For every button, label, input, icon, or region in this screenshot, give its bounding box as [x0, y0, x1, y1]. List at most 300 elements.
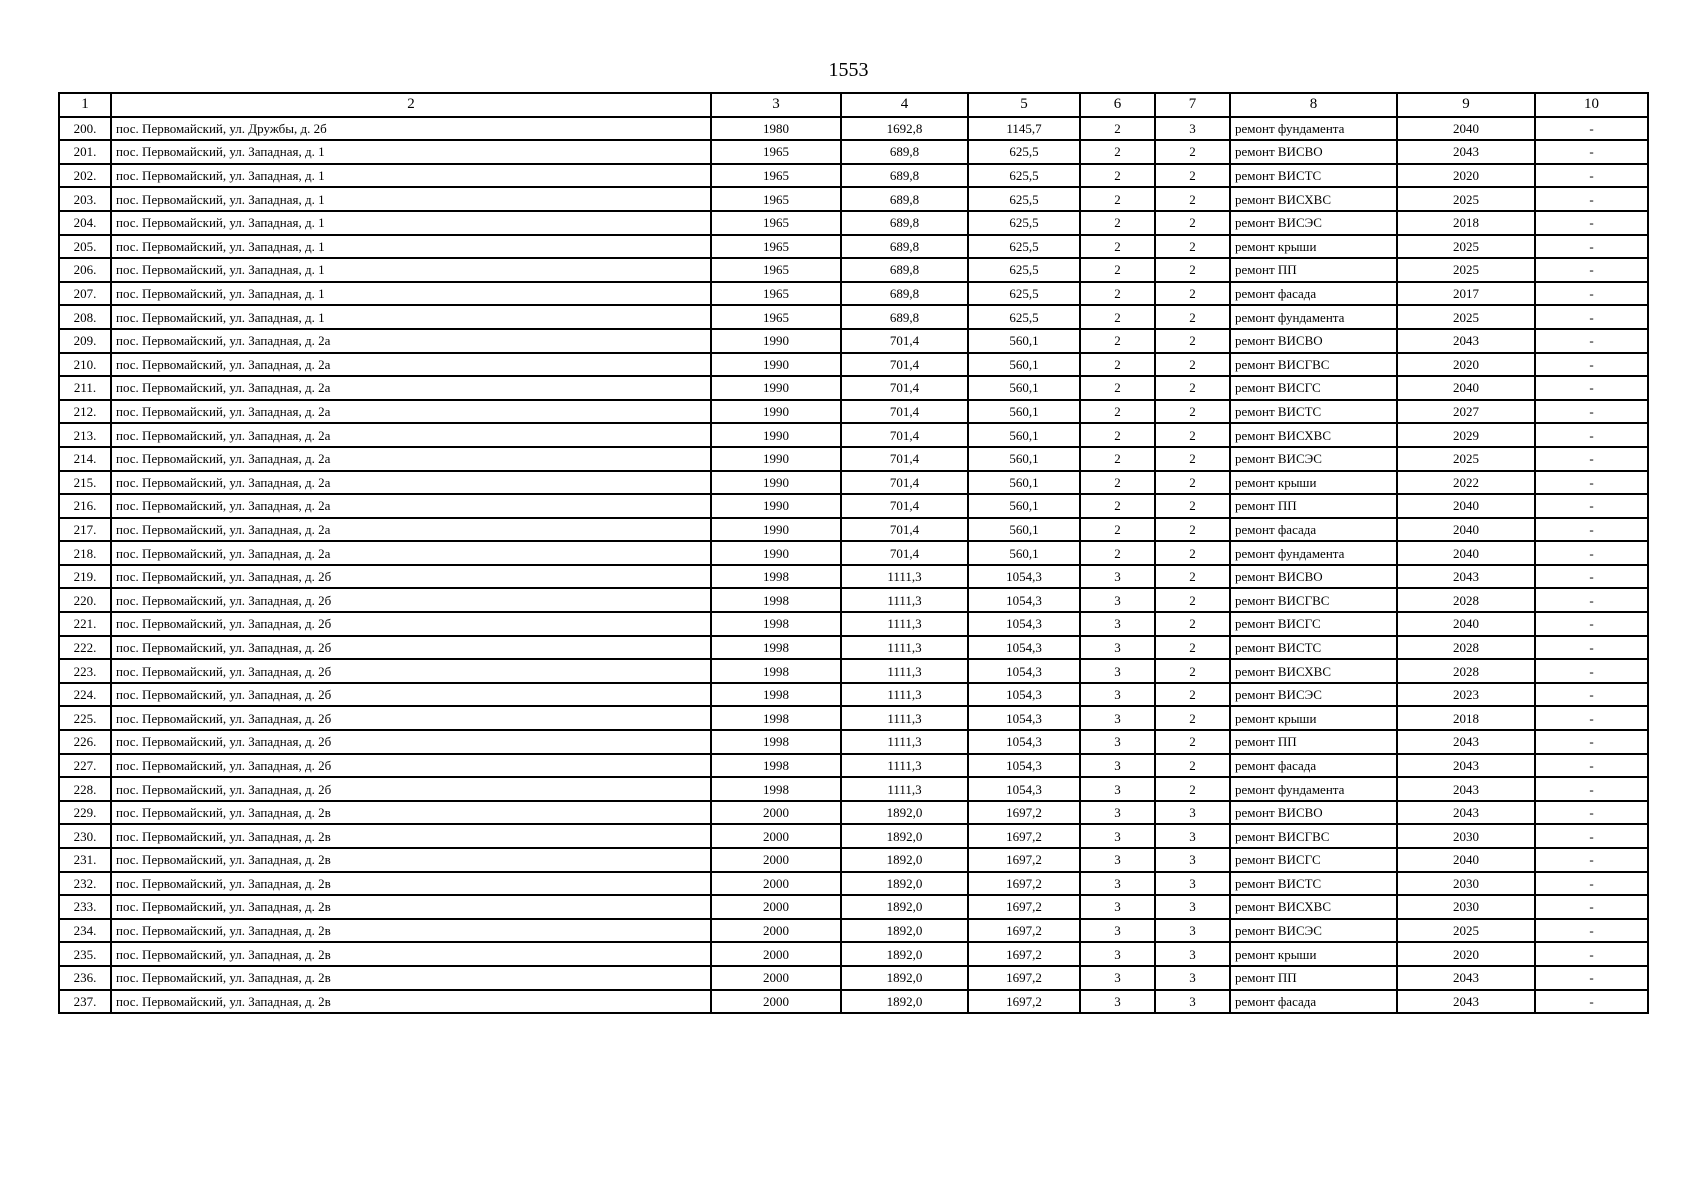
cell-work-type: ремонт крыши	[1230, 706, 1397, 730]
cell-living-area: 625,5	[968, 305, 1080, 329]
cell-note: -	[1535, 258, 1648, 282]
cell-work-type: ремонт фундамента	[1230, 777, 1397, 801]
cell-total-area: 701,4	[841, 518, 968, 542]
cell-total-area: 701,4	[841, 541, 968, 565]
cell-living-area: 1697,2	[968, 824, 1080, 848]
cell-row-number: 216.	[59, 494, 111, 518]
cell-address: пос. Первомайский, ул. Западная, д. 2а	[111, 353, 711, 377]
table-row	[59, 305, 1648, 329]
cell-planned-year: 2025	[1397, 305, 1535, 329]
cell-build-year: 2000	[711, 848, 841, 872]
cell-floors: 3	[1080, 824, 1155, 848]
cell-floors: 2	[1080, 376, 1155, 400]
table-row	[59, 565, 1648, 589]
cell-entrances: 2	[1155, 187, 1230, 211]
cell-floors: 3	[1080, 942, 1155, 966]
cell-floors: 3	[1080, 730, 1155, 754]
cell-floors: 2	[1080, 353, 1155, 377]
table-row	[59, 400, 1648, 424]
cell-floors: 2	[1080, 329, 1155, 353]
cell-total-area: 701,4	[841, 447, 968, 471]
cell-entrances: 2	[1155, 706, 1230, 730]
cell-note: -	[1535, 376, 1648, 400]
cell-work-type: ремонт ВИСТС	[1230, 636, 1397, 660]
cell-note: -	[1535, 235, 1648, 259]
cell-entrances: 3	[1155, 895, 1230, 919]
cell-build-year: 1998	[711, 565, 841, 589]
page-number: 1553	[828, 59, 869, 81]
cell-row-number: 206.	[59, 258, 111, 282]
cell-planned-year: 2023	[1397, 683, 1535, 707]
cell-work-type: ремонт крыши	[1230, 471, 1397, 495]
cell-living-area: 1054,3	[968, 659, 1080, 683]
table-row	[59, 329, 1648, 353]
cell-address: пос. Первомайский, ул. Западная, д. 2а	[111, 423, 711, 447]
cell-build-year: 1990	[711, 353, 841, 377]
cell-planned-year: 2043	[1397, 801, 1535, 825]
cell-note: -	[1535, 400, 1648, 424]
cell-row-number: 223.	[59, 659, 111, 683]
cell-living-area: 560,1	[968, 518, 1080, 542]
cell-planned-year: 2030	[1397, 824, 1535, 848]
cell-planned-year: 2040	[1397, 848, 1535, 872]
cell-build-year: 1998	[711, 754, 841, 778]
cell-work-type: ремонт ВИСХВС	[1230, 659, 1397, 683]
cell-build-year: 1998	[711, 612, 841, 636]
cell-row-number: 235.	[59, 942, 111, 966]
cell-floors: 2	[1080, 282, 1155, 306]
cell-entrances: 2	[1155, 518, 1230, 542]
cell-total-area: 1892,0	[841, 942, 968, 966]
cell-address: пос. Первомайский, ул. Западная, д. 2в	[111, 942, 711, 966]
cell-address: пос. Первомайский, ул. Западная, д. 2в	[111, 966, 711, 990]
cell-build-year: 1965	[711, 140, 841, 164]
cell-floors: 2	[1080, 518, 1155, 542]
cell-address: пос. Первомайский, ул. Западная, д. 1	[111, 211, 711, 235]
table-row	[59, 117, 1648, 141]
cell-total-area: 1111,3	[841, 612, 968, 636]
cell-build-year: 2000	[711, 895, 841, 919]
cell-floors: 3	[1080, 659, 1155, 683]
cell-note: -	[1535, 801, 1648, 825]
cell-planned-year: 2027	[1397, 400, 1535, 424]
cell-row-number: 227.	[59, 754, 111, 778]
cell-planned-year: 2040	[1397, 612, 1535, 636]
cell-planned-year: 2025	[1397, 447, 1535, 471]
cell-entrances: 2	[1155, 636, 1230, 660]
cell-total-area: 1892,0	[841, 895, 968, 919]
cell-planned-year: 2025	[1397, 919, 1535, 943]
cell-planned-year: 2025	[1397, 258, 1535, 282]
cell-note: -	[1535, 942, 1648, 966]
cell-planned-year: 2043	[1397, 990, 1535, 1014]
cell-note: -	[1535, 518, 1648, 542]
cell-entrances: 2	[1155, 565, 1230, 589]
cell-build-year: 2000	[711, 990, 841, 1014]
cell-floors: 3	[1080, 612, 1155, 636]
cell-row-number: 219.	[59, 565, 111, 589]
cell-row-number: 211.	[59, 376, 111, 400]
cell-total-area: 701,4	[841, 329, 968, 353]
cell-planned-year: 2017	[1397, 282, 1535, 306]
table-row	[59, 706, 1648, 730]
cell-total-area: 689,8	[841, 305, 968, 329]
cell-address: пос. Первомайский, ул. Западная, д. 2а	[111, 518, 711, 542]
cell-row-number: 230.	[59, 824, 111, 848]
column-header: 9	[1397, 93, 1535, 117]
repair-schedule-table	[58, 92, 1649, 1014]
cell-total-area: 1111,3	[841, 659, 968, 683]
cell-total-area: 689,8	[841, 282, 968, 306]
column-header: 4	[841, 93, 968, 117]
cell-note: -	[1535, 824, 1648, 848]
cell-floors: 3	[1080, 777, 1155, 801]
cell-work-type: ремонт ВИСТС	[1230, 872, 1397, 896]
cell-work-type: ремонт ВИСХВС	[1230, 187, 1397, 211]
table-row	[59, 636, 1648, 660]
cell-planned-year: 2025	[1397, 235, 1535, 259]
table-row	[59, 801, 1648, 825]
cell-address: пос. Первомайский, ул. Западная, д. 1	[111, 258, 711, 282]
cell-planned-year: 2030	[1397, 872, 1535, 896]
table-row	[59, 376, 1648, 400]
cell-note: -	[1535, 754, 1648, 778]
cell-note: -	[1535, 683, 1648, 707]
cell-build-year: 1965	[711, 211, 841, 235]
cell-work-type: ремонт ВИСГС	[1230, 376, 1397, 400]
cell-living-area: 625,5	[968, 282, 1080, 306]
table-row	[59, 164, 1648, 188]
cell-entrances: 3	[1155, 919, 1230, 943]
cell-work-type: ремонт фасада	[1230, 282, 1397, 306]
cell-work-type: ремонт ПП	[1230, 494, 1397, 518]
cell-build-year: 1990	[711, 423, 841, 447]
cell-floors: 2	[1080, 211, 1155, 235]
cell-living-area: 560,1	[968, 329, 1080, 353]
column-header: 3	[711, 93, 841, 117]
cell-build-year: 1998	[711, 683, 841, 707]
cell-note: -	[1535, 612, 1648, 636]
cell-note: -	[1535, 447, 1648, 471]
cell-row-number: 236.	[59, 966, 111, 990]
cell-work-type: ремонт крыши	[1230, 942, 1397, 966]
column-header: 6	[1080, 93, 1155, 117]
cell-entrances: 2	[1155, 612, 1230, 636]
cell-build-year: 1980	[711, 117, 841, 141]
cell-address: пос. Первомайский, ул. Западная, д. 2б	[111, 636, 711, 660]
cell-work-type: ремонт ВИСГВС	[1230, 824, 1397, 848]
cell-floors: 3	[1080, 801, 1155, 825]
table-row	[59, 140, 1648, 164]
cell-row-number: 210.	[59, 353, 111, 377]
table-row	[59, 588, 1648, 612]
cell-floors: 2	[1080, 400, 1155, 424]
cell-work-type: ремонт фасада	[1230, 518, 1397, 542]
cell-note: -	[1535, 471, 1648, 495]
cell-work-type: ремонт ВИСГВС	[1230, 588, 1397, 612]
cell-note: -	[1535, 919, 1648, 943]
cell-living-area: 1054,3	[968, 565, 1080, 589]
cell-total-area: 689,8	[841, 211, 968, 235]
cell-row-number: 226.	[59, 730, 111, 754]
table-row	[59, 730, 1648, 754]
cell-living-area: 1054,3	[968, 777, 1080, 801]
cell-entrances: 3	[1155, 966, 1230, 990]
cell-planned-year: 2040	[1397, 541, 1535, 565]
cell-work-type: ремонт ВИСВО	[1230, 329, 1397, 353]
cell-living-area: 1054,3	[968, 754, 1080, 778]
cell-row-number: 221.	[59, 612, 111, 636]
cell-total-area: 1111,3	[841, 588, 968, 612]
table-row	[59, 541, 1648, 565]
column-header: 10	[1535, 93, 1648, 117]
cell-build-year: 2000	[711, 919, 841, 943]
cell-entrances: 2	[1155, 329, 1230, 353]
cell-note: -	[1535, 777, 1648, 801]
cell-address: пос. Первомайский, ул. Западная, д. 1	[111, 164, 711, 188]
cell-address: пос. Первомайский, ул. Западная, д. 2в	[111, 872, 711, 896]
cell-work-type: ремонт ПП	[1230, 966, 1397, 990]
cell-entrances: 2	[1155, 447, 1230, 471]
cell-planned-year: 2040	[1397, 494, 1535, 518]
table-row	[59, 659, 1648, 683]
cell-floors: 3	[1080, 588, 1155, 612]
table-row	[59, 282, 1648, 306]
cell-work-type: ремонт фасада	[1230, 990, 1397, 1014]
cell-build-year: 1965	[711, 282, 841, 306]
cell-address: пос. Первомайский, ул. Западная, д. 2в	[111, 824, 711, 848]
cell-note: -	[1535, 966, 1648, 990]
cell-floors: 2	[1080, 541, 1155, 565]
cell-living-area: 625,5	[968, 140, 1080, 164]
table-body	[59, 117, 1648, 1014]
cell-total-area: 701,4	[841, 423, 968, 447]
cell-address: пос. Первомайский, ул. Западная, д. 1	[111, 140, 711, 164]
cell-row-number: 205.	[59, 235, 111, 259]
cell-note: -	[1535, 636, 1648, 660]
cell-build-year: 1965	[711, 235, 841, 259]
cell-address: пос. Первомайский, ул. Западная, д. 2б	[111, 612, 711, 636]
cell-living-area: 625,5	[968, 235, 1080, 259]
cell-planned-year: 2025	[1397, 187, 1535, 211]
table-row	[59, 423, 1648, 447]
cell-planned-year: 2022	[1397, 471, 1535, 495]
cell-entrances: 2	[1155, 471, 1230, 495]
cell-note: -	[1535, 730, 1648, 754]
cell-row-number: 204.	[59, 211, 111, 235]
cell-total-area: 701,4	[841, 494, 968, 518]
cell-row-number: 203.	[59, 187, 111, 211]
table-row	[59, 471, 1648, 495]
cell-floors: 2	[1080, 423, 1155, 447]
cell-build-year: 1998	[711, 636, 841, 660]
cell-work-type: ремонт ВИСВО	[1230, 801, 1397, 825]
cell-note: -	[1535, 990, 1648, 1014]
cell-total-area: 1892,0	[841, 848, 968, 872]
cell-living-area: 1697,2	[968, 848, 1080, 872]
table-row	[59, 848, 1648, 872]
cell-planned-year: 2029	[1397, 423, 1535, 447]
cell-entrances: 2	[1155, 353, 1230, 377]
table-row	[59, 777, 1648, 801]
cell-floors: 3	[1080, 895, 1155, 919]
cell-planned-year: 2040	[1397, 376, 1535, 400]
cell-entrances: 2	[1155, 211, 1230, 235]
cell-living-area: 1054,3	[968, 636, 1080, 660]
cell-note: -	[1535, 353, 1648, 377]
cell-note: -	[1535, 140, 1648, 164]
cell-build-year: 1965	[711, 187, 841, 211]
cell-living-area: 560,1	[968, 471, 1080, 495]
cell-total-area: 689,8	[841, 235, 968, 259]
cell-address: пос. Первомайский, ул. Западная, д. 2б	[111, 588, 711, 612]
cell-living-area: 1145,7	[968, 117, 1080, 141]
cell-work-type: ремонт ВИСГВС	[1230, 353, 1397, 377]
cell-address: пос. Первомайский, ул. Западная, д. 2б	[111, 659, 711, 683]
table-row	[59, 919, 1648, 943]
cell-entrances: 3	[1155, 801, 1230, 825]
cell-address: пос. Первомайский, ул. Западная, д. 2а	[111, 471, 711, 495]
cell-row-number: 231.	[59, 848, 111, 872]
cell-planned-year: 2020	[1397, 353, 1535, 377]
cell-living-area: 560,1	[968, 353, 1080, 377]
cell-total-area: 1111,3	[841, 636, 968, 660]
cell-build-year: 1965	[711, 258, 841, 282]
cell-build-year: 1998	[711, 659, 841, 683]
cell-total-area: 701,4	[841, 353, 968, 377]
cell-planned-year: 2043	[1397, 565, 1535, 589]
cell-planned-year: 2043	[1397, 730, 1535, 754]
cell-build-year: 2000	[711, 801, 841, 825]
cell-note: -	[1535, 494, 1648, 518]
cell-work-type: ремонт ВИСХВС	[1230, 895, 1397, 919]
cell-living-area: 560,1	[968, 541, 1080, 565]
cell-row-number: 213.	[59, 423, 111, 447]
cell-row-number: 233.	[59, 895, 111, 919]
cell-living-area: 1697,2	[968, 872, 1080, 896]
cell-total-area: 1111,3	[841, 706, 968, 730]
table-row	[59, 187, 1648, 211]
cell-note: -	[1535, 117, 1648, 141]
cell-planned-year: 2030	[1397, 895, 1535, 919]
cell-living-area: 625,5	[968, 187, 1080, 211]
cell-living-area: 1054,3	[968, 706, 1080, 730]
cell-living-area: 1697,2	[968, 919, 1080, 943]
cell-floors: 3	[1080, 636, 1155, 660]
cell-note: -	[1535, 659, 1648, 683]
cell-total-area: 689,8	[841, 164, 968, 188]
cell-row-number: 215.	[59, 471, 111, 495]
cell-living-area: 560,1	[968, 400, 1080, 424]
cell-living-area: 560,1	[968, 423, 1080, 447]
cell-note: -	[1535, 187, 1648, 211]
cell-build-year: 1998	[711, 706, 841, 730]
cell-living-area: 1697,2	[968, 966, 1080, 990]
table-row	[59, 494, 1648, 518]
cell-floors: 2	[1080, 305, 1155, 329]
cell-note: -	[1535, 565, 1648, 589]
cell-entrances: 2	[1155, 140, 1230, 164]
cell-note: -	[1535, 541, 1648, 565]
cell-living-area: 1054,3	[968, 683, 1080, 707]
cell-build-year: 1998	[711, 730, 841, 754]
cell-total-area: 1111,3	[841, 777, 968, 801]
cell-build-year: 1990	[711, 376, 841, 400]
cell-address: пос. Первомайский, ул. Западная, д. 1	[111, 235, 711, 259]
table-row	[59, 872, 1648, 896]
cell-living-area: 1697,2	[968, 942, 1080, 966]
table-row	[59, 990, 1648, 1014]
cell-build-year: 2000	[711, 942, 841, 966]
cell-note: -	[1535, 211, 1648, 235]
cell-total-area: 1892,0	[841, 966, 968, 990]
cell-address: пос. Первомайский, ул. Западная, д. 2в	[111, 801, 711, 825]
cell-planned-year: 2028	[1397, 636, 1535, 660]
cell-entrances: 2	[1155, 730, 1230, 754]
cell-planned-year: 2018	[1397, 211, 1535, 235]
cell-work-type: ремонт ПП	[1230, 258, 1397, 282]
table-row	[59, 966, 1648, 990]
cell-work-type: ремонт ВИСГС	[1230, 612, 1397, 636]
table-row	[59, 258, 1648, 282]
cell-floors: 2	[1080, 164, 1155, 188]
cell-entrances: 2	[1155, 282, 1230, 306]
cell-row-number: 202.	[59, 164, 111, 188]
cell-row-number: 222.	[59, 636, 111, 660]
cell-address: пос. Первомайский, ул. Западная, д. 2б	[111, 706, 711, 730]
cell-address: пос. Первомайский, ул. Западная, д. 2в	[111, 919, 711, 943]
cell-living-area: 1054,3	[968, 588, 1080, 612]
cell-total-area: 689,8	[841, 258, 968, 282]
cell-floors: 2	[1080, 117, 1155, 141]
cell-work-type: ремонт ПП	[1230, 730, 1397, 754]
cell-planned-year: 2040	[1397, 117, 1535, 141]
cell-entrances: 2	[1155, 541, 1230, 565]
cell-total-area: 1692,8	[841, 117, 968, 141]
cell-work-type: ремонт ВИСТС	[1230, 400, 1397, 424]
cell-note: -	[1535, 706, 1648, 730]
cell-total-area: 701,4	[841, 400, 968, 424]
cell-total-area: 1111,3	[841, 565, 968, 589]
table-row	[59, 235, 1648, 259]
cell-build-year: 2000	[711, 824, 841, 848]
cell-work-type: ремонт фасада	[1230, 754, 1397, 778]
cell-work-type: ремонт ВИСЭС	[1230, 447, 1397, 471]
cell-row-number: 212.	[59, 400, 111, 424]
cell-entrances: 3	[1155, 990, 1230, 1014]
table-row	[59, 518, 1648, 542]
cell-address: пос. Первомайский, ул. Западная, д. 2а	[111, 376, 711, 400]
column-header: 5	[968, 93, 1080, 117]
cell-build-year: 1990	[711, 494, 841, 518]
cell-living-area: 560,1	[968, 376, 1080, 400]
cell-total-area: 1892,0	[841, 990, 968, 1014]
cell-address: пос. Первомайский, ул. Западная, д. 2б	[111, 754, 711, 778]
cell-address: пос. Первомайский, ул. Западная, д. 2в	[111, 848, 711, 872]
cell-work-type: ремонт ВИСТС	[1230, 164, 1397, 188]
cell-planned-year: 2020	[1397, 164, 1535, 188]
cell-build-year: 1990	[711, 471, 841, 495]
cell-entrances: 2	[1155, 683, 1230, 707]
cell-total-area: 1111,3	[841, 683, 968, 707]
cell-total-area: 1111,3	[841, 754, 968, 778]
cell-total-area: 1892,0	[841, 919, 968, 943]
cell-build-year: 1990	[711, 400, 841, 424]
cell-planned-year: 2043	[1397, 966, 1535, 990]
cell-work-type: ремонт ВИСВО	[1230, 140, 1397, 164]
cell-address: пос. Первомайский, ул. Западная, д. 2б	[111, 565, 711, 589]
cell-address: пос. Первомайский, ул. Западная, д. 2а	[111, 494, 711, 518]
